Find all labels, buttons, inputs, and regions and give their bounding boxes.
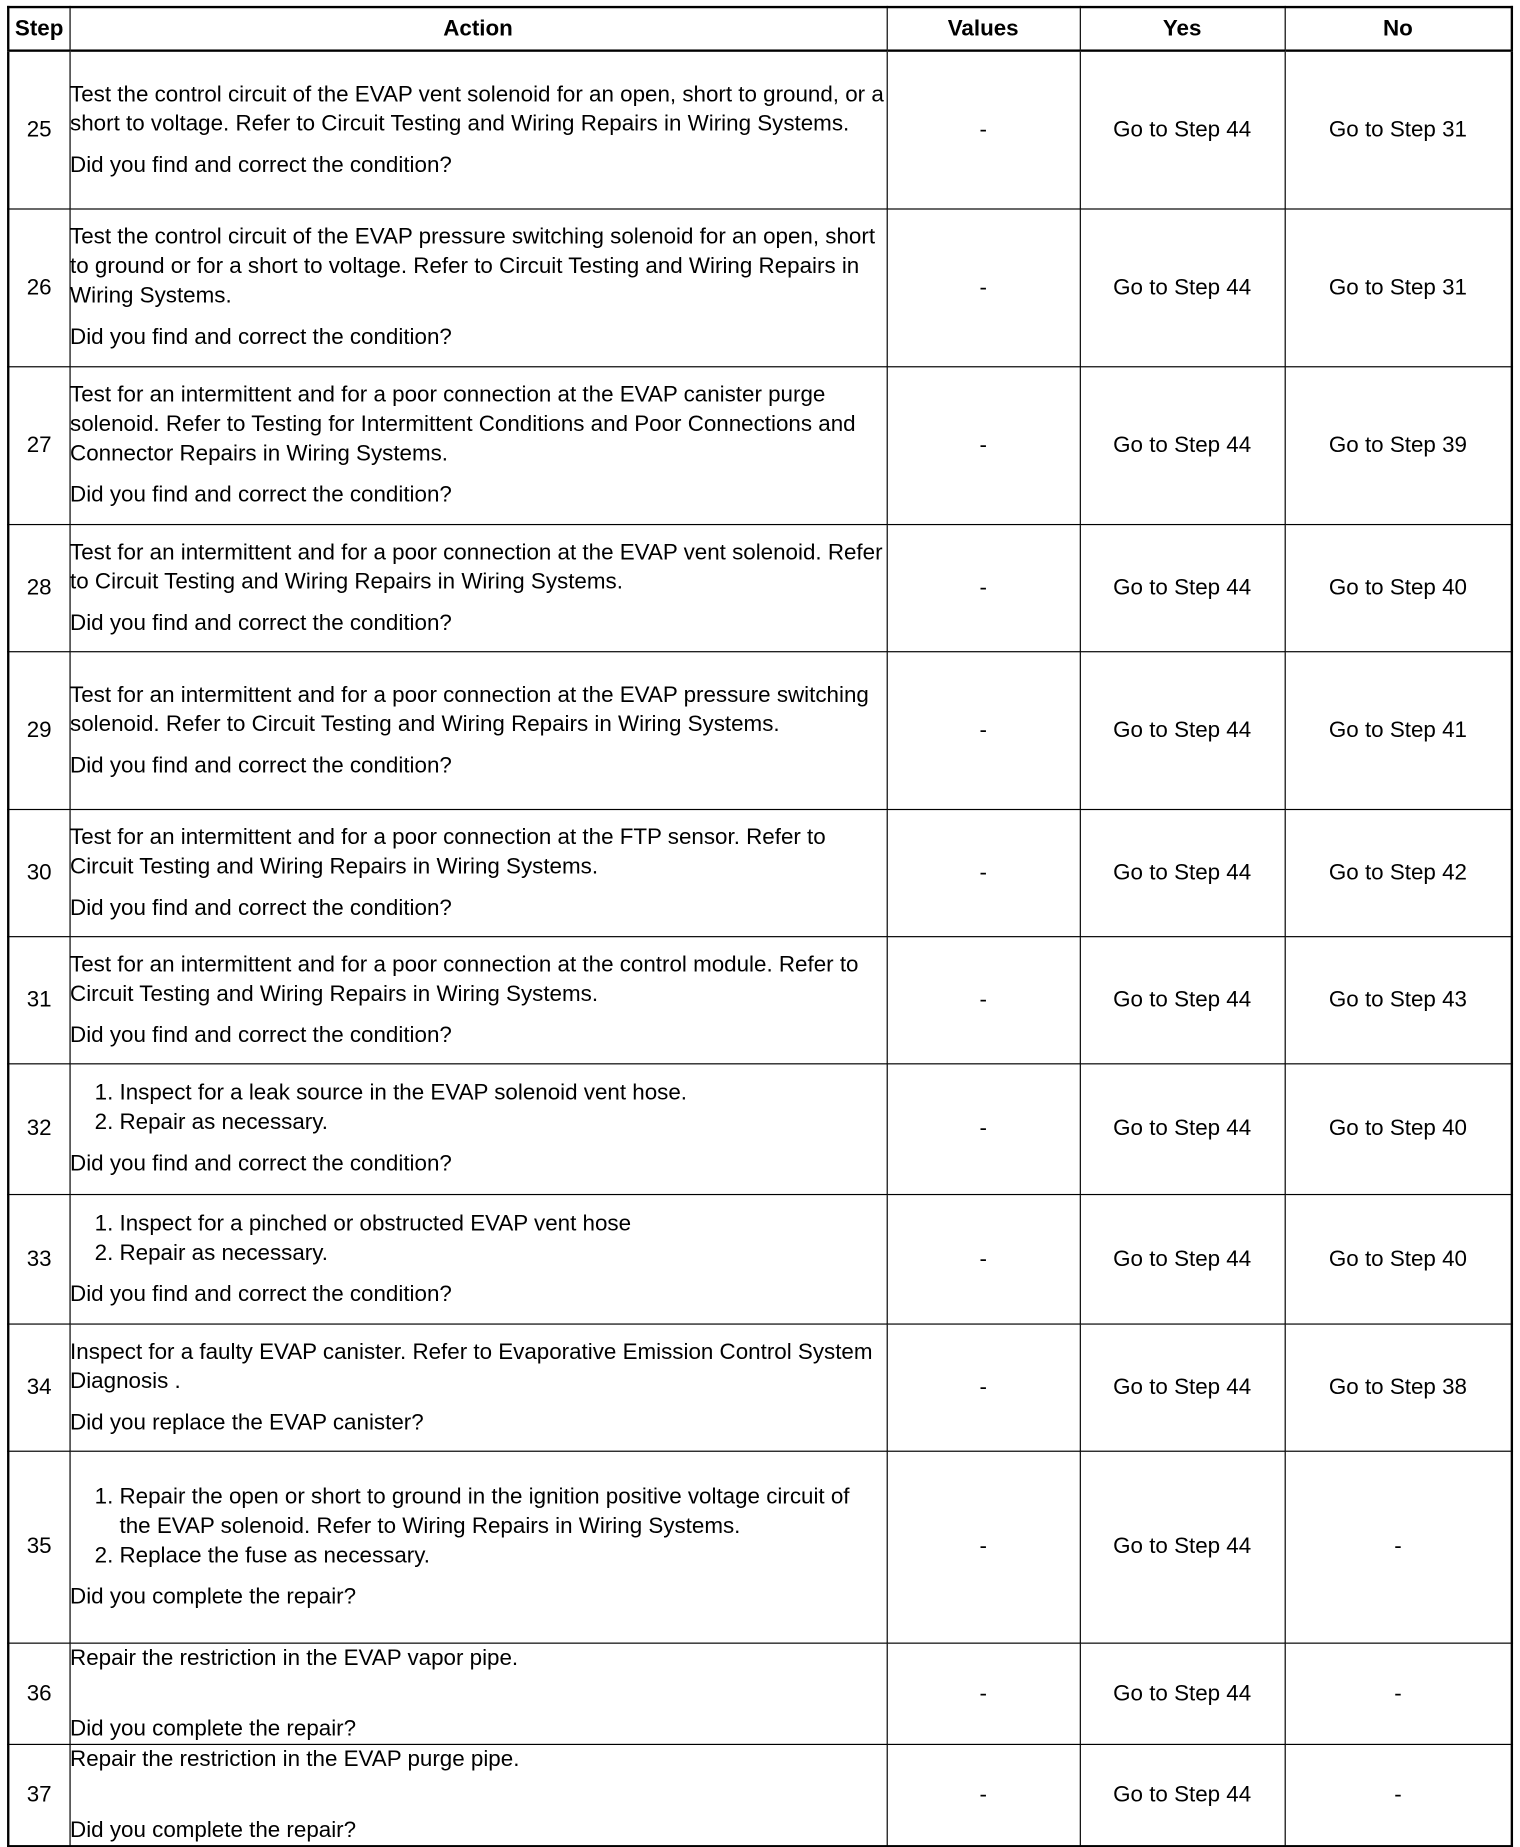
table-row — [8, 1643, 1512, 1744]
instruction-item: 2. Replace the fuse as necessary. — [120, 1541, 887, 1570]
action-question: Did you find and correct the condition? — [70, 752, 452, 778]
values-cell: - — [887, 1194, 1080, 1324]
no-result: - — [1285, 1744, 1512, 1846]
action-cell — [69, 1063, 886, 1194]
action-cell — [69, 1323, 886, 1450]
action-question: Did you find and correct the condition? — [70, 152, 452, 178]
step-number: 35 — [8, 1451, 69, 1643]
action-instructions — [70, 1482, 886, 1570]
no-result: Go to Step 38 — [1285, 1323, 1512, 1450]
action-question: Did you complete the repair? — [70, 1584, 357, 1609]
action-cell — [69, 1744, 886, 1846]
header-row — [8, 7, 1512, 51]
instruction-text: Test for an intermittent and for a poor connection at the EVAP vent solenoid. Refer to Circuit Testing and Wiring Repairs in Wiring Systems. — [70, 539, 883, 595]
values-column-header: Values — [887, 7, 1080, 51]
values-cell: - — [887, 809, 1080, 936]
no-result: Go to Step 31 — [1285, 51, 1512, 209]
action-question: Did you complete the repair? — [70, 1716, 357, 1741]
table-row — [8, 1194, 1512, 1324]
values-cell: - — [887, 1451, 1080, 1643]
yes-result: Go to Step 44 — [1080, 1323, 1285, 1450]
instruction-item: 1. Inspect for a pinched or obstructed EVAP vent hose — [120, 1209, 887, 1238]
action-instructions — [70, 1079, 886, 1138]
values-cell: - — [887, 366, 1080, 524]
yes-result: Go to Step 44 — [1080, 651, 1285, 809]
action-question: Did you replace the EVAP canister? — [70, 1410, 424, 1435]
instruction-item: 2. Repair as necessary. — [120, 1238, 887, 1267]
step-number: 25 — [8, 51, 69, 209]
instruction-text: Test for an intermittent and for a poor connection at the EVAP pressure switching solenoid. Refer to Circuit Testing and Wiring Repairs in Wiring Systems. — [70, 682, 869, 737]
action-instructions — [70, 1643, 886, 1702]
table-body — [8, 51, 1512, 1846]
action-column-header: Action — [69, 7, 886, 51]
no-result: - — [1285, 1643, 1512, 1744]
values-cell: - — [887, 208, 1080, 366]
instruction-text: Test the control circuit of the EVAP vent solenoid for an open, short to ground, or a short to voltage. Refer to Circuit Testing and Wiring Repairs in Wiring Systems. — [70, 82, 884, 137]
no-result: Go to Step 40 — [1285, 1063, 1512, 1194]
table-row — [8, 1744, 1512, 1846]
values-cell: - — [887, 1643, 1080, 1744]
yes-result: Go to Step 44 — [1080, 936, 1285, 1063]
step-number: 37 — [8, 1744, 69, 1846]
no-result: Go to Step 43 — [1285, 936, 1512, 1063]
no-column-header: No — [1285, 7, 1512, 51]
action-cell — [69, 1643, 886, 1744]
action-question: Did you complete the repair? — [70, 1817, 357, 1843]
action-question: Did you find and correct the condition? — [70, 1281, 452, 1307]
action-cell — [69, 1451, 886, 1643]
no-result: Go to Step 40 — [1285, 1194, 1512, 1324]
table-row — [8, 1323, 1512, 1450]
action-cell — [69, 809, 886, 936]
action-question: Did you find and correct the condition? — [70, 895, 452, 921]
instruction-item: 1. Repair the open or short to ground in the ignition positive voltage circuit of the EVAP solenoid. Refer to Wiring Repairs in Wiring Systems. — [120, 1482, 887, 1541]
action-instructions — [70, 1337, 886, 1396]
action-instructions — [70, 1209, 886, 1268]
step-number: 28 — [8, 524, 69, 651]
instruction-text: Test for an intermittent and for a poor connection at the EVAP canister purge solenoid. Refer to Testing for Intermittent Conditions and Poor Connections and Connector Repairs in Wiring Systems. — [70, 382, 856, 467]
no-result: Go to Step 39 — [1285, 366, 1512, 524]
instruction-text: Repair the restriction in the EVAP purge pipe. — [70, 1746, 520, 1772]
table-row — [8, 51, 1512, 209]
table-row — [8, 1451, 1512, 1643]
yes-result: Go to Step 44 — [1080, 1063, 1285, 1194]
action-cell — [69, 524, 886, 651]
action-instructions — [70, 1744, 886, 1803]
yes-result: Go to Step 44 — [1080, 524, 1285, 651]
action-question: Did you find and correct the condition? — [70, 1151, 452, 1177]
values-cell: - — [887, 524, 1080, 651]
action-cell — [69, 1194, 886, 1324]
action-instructions — [70, 950, 886, 1009]
values-cell: - — [887, 51, 1080, 209]
instruction-text: Test the control circuit of the EVAP pressure switching solenoid for an open, short to ground or for a short to voltage. Refer to Circuit Testing and Wiring Repairs in Wiring Systems. — [70, 224, 876, 309]
yes-result: Go to Step 44 — [1080, 208, 1285, 366]
action-question: Did you find and correct the condition? — [70, 1022, 452, 1048]
yes-result: Go to Step 44 — [1080, 1643, 1285, 1744]
step-number: 36 — [8, 1643, 69, 1744]
yes-result: Go to Step 44 — [1080, 366, 1285, 524]
instruction-item: 1. Inspect for a leak source in the EVAP solenoid vent hose. — [120, 1079, 887, 1108]
action-cell — [69, 651, 886, 809]
instruction-list — [70, 1209, 886, 1268]
table-row — [8, 809, 1512, 936]
yes-result: Go to Step 44 — [1080, 1451, 1285, 1643]
instruction-text: Repair the restriction in the EVAP vapor pipe. — [70, 1645, 519, 1671]
instruction-list — [70, 1482, 886, 1570]
instruction-text: Inspect for a faulty EVAP canister. Refer to Evaporative Emission Control System Diagnosis . — [70, 1339, 873, 1394]
instruction-item: 2. Repair as necessary. — [120, 1108, 887, 1137]
table-row — [8, 524, 1512, 651]
yes-result: Go to Step 44 — [1080, 809, 1285, 936]
step-number: 29 — [8, 651, 69, 809]
action-cell — [69, 366, 886, 524]
values-cell: - — [887, 1744, 1080, 1846]
action-instructions — [70, 822, 886, 881]
instruction-text: Test for an intermittent and for a poor connection at the FTP sensor. Refer to Circuit Testing and Wiring Repairs in Wiring Systems. — [70, 824, 826, 879]
action-instructions — [70, 223, 886, 311]
diagnostic-table — [7, 6, 1513, 1847]
table-row — [8, 1063, 1512, 1194]
table-row — [8, 208, 1512, 366]
action-question: Did you find and correct the condition? — [70, 482, 452, 508]
yes-column-header: Yes — [1080, 7, 1285, 51]
instruction-list — [70, 1079, 886, 1138]
step-number: 34 — [8, 1323, 69, 1450]
values-cell: - — [887, 651, 1080, 809]
table-row — [8, 936, 1512, 1063]
action-question: Did you find and correct the condition? — [70, 610, 452, 636]
action-question: Did you find and correct the condition? — [70, 324, 452, 350]
table-row — [8, 366, 1512, 524]
table-row — [8, 651, 1512, 809]
step-number: 26 — [8, 208, 69, 366]
instruction-text: Test for an intermittent and for a poor connection at the control module. Refer to Circuit Testing and Wiring Repairs in Wiring Systems. — [70, 951, 859, 1007]
step-number: 31 — [8, 936, 69, 1063]
yes-result: Go to Step 44 — [1080, 1194, 1285, 1324]
action-cell — [69, 208, 886, 366]
no-result: Go to Step 40 — [1285, 524, 1512, 651]
step-number: 27 — [8, 366, 69, 524]
action-instructions — [70, 380, 886, 468]
step-number: 33 — [8, 1194, 69, 1324]
no-result: Go to Step 41 — [1285, 651, 1512, 809]
values-cell: - — [887, 936, 1080, 1063]
action-cell — [69, 51, 886, 209]
no-result: Go to Step 42 — [1285, 809, 1512, 936]
yes-result: Go to Step 44 — [1080, 1744, 1285, 1846]
no-result: Go to Step 31 — [1285, 208, 1512, 366]
action-cell — [69, 936, 886, 1063]
step-number: 30 — [8, 809, 69, 936]
action-instructions — [70, 538, 886, 597]
action-instructions — [70, 680, 886, 739]
action-instructions — [70, 80, 886, 139]
step-column-header: Step — [8, 7, 69, 51]
yes-result: Go to Step 44 — [1080, 51, 1285, 209]
step-number: 32 — [8, 1063, 69, 1194]
values-cell: - — [887, 1063, 1080, 1194]
no-result: - — [1285, 1451, 1512, 1643]
values-cell: - — [887, 1323, 1080, 1450]
